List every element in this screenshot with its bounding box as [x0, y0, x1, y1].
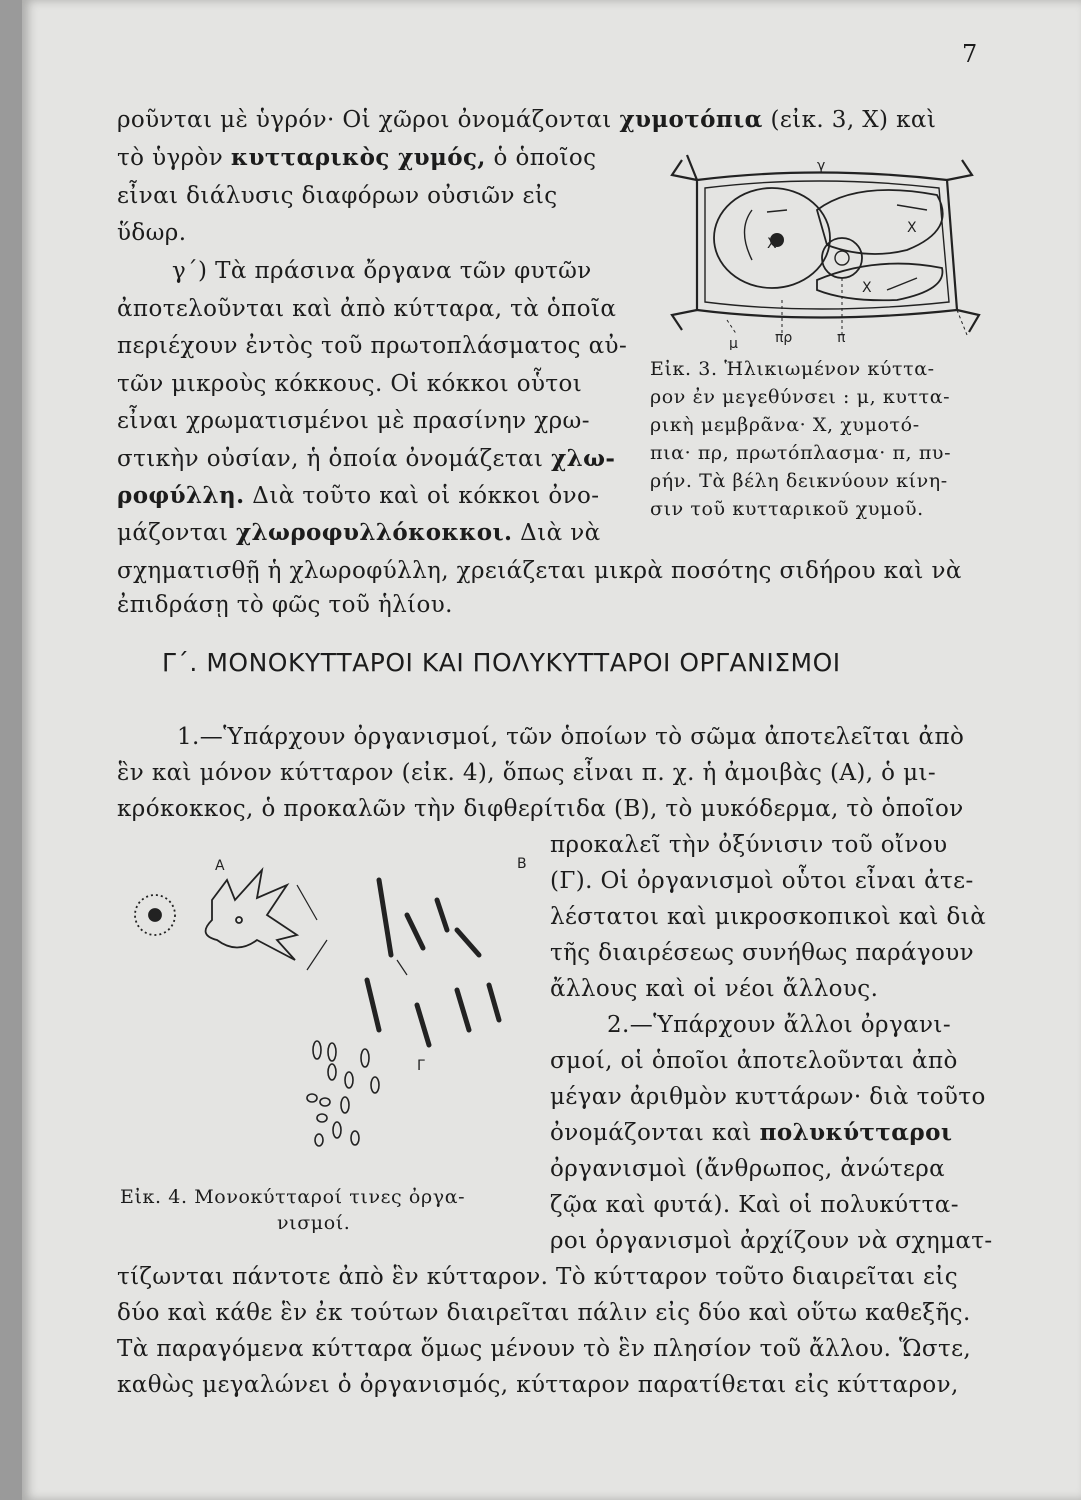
text-span: Διὰ τοῦτο καὶ οἱ κόκκοι ὀνο- [244, 483, 600, 509]
fig3-caption-6: σιν τοῦ κυτταρικοῦ χυμοῦ. [650, 498, 924, 520]
para2-line-3: μέγαν ἀριθμὸν κυττάρων· διὰ τοῦτο [550, 1084, 986, 1110]
text-span: στικὴν οὐσίαν, ἡ ὁποία ὀνομάζεται [117, 446, 552, 472]
text-line-2 [117, 143, 596, 173]
text-line-3: εἶναι διάλυσις διαφόρων οὐσιῶν εἰς [117, 183, 558, 209]
fig4-caption-1: Εἰκ. 4. Μονοκύτταροί τινες ὀργα- [120, 1186, 466, 1208]
para2-line-6: ζῷα καὶ φυτά). Καὶ οἱ πολυκύττα- [550, 1192, 959, 1218]
term-cell-sap: κυτταρικὸς χυμός, [230, 144, 486, 171]
fig3-caption-3: ρικὴ μεμβρᾶνα· Χ, χυμοτό- [650, 414, 920, 436]
fig3-caption-1: Εἰκ. 3. Ἡλικιωμένον κύττα- [650, 358, 935, 380]
term-multicellular: πολυκύτταροι [759, 1119, 953, 1146]
para1-line-5: (Γ). Οἱ ὀργανισμοὶ οὗτοι εἶναι ἀτε- [550, 868, 974, 894]
para1-line-2: ἓν καὶ μόνον κύτταρον (εἰκ. 4), ὅπως εἶναι π. χ. ἡ ἀμοιβὰς (Α), ὁ μι- [117, 760, 937, 786]
text-line-10 [117, 444, 615, 474]
text-line-5: γ΄) Τὰ πράσινα ὄργανα τῶν φυτῶν [172, 258, 592, 284]
fig3-caption-5: ρήν. Τὰ βέλη δεικνύουν κίνη- [650, 470, 948, 492]
text-span: τὸ ὑγρὸν [117, 145, 231, 171]
text-line-6: ἀποτελοῦνται καὶ ἀπὸ κύτταρα, τὰ ὁποῖα [117, 296, 617, 322]
para1-line-3: κρόκοκκος, ὁ προκαλῶν τὴν διφθερίτιδα (Β), τὸ μυκόδερμα, τὸ ὁποῖον [117, 796, 964, 822]
para2-line-10: Τὰ παραγόμενα κύτταρα ὅμως μένουν τὸ ἓν πλησίον τοῦ ἄλλου. Ὥστε, [117, 1336, 972, 1362]
fig3-caption-4: πια· πρ, πρωτόπλασμα· π, πυ- [650, 442, 952, 464]
text-span: Διὰ νὰ [512, 520, 601, 546]
text-line-11 [117, 481, 599, 511]
para2-line-2: σμοί, οἱ ὁποῖοι ἀποτελοῦνται ἀπὸ [550, 1048, 958, 1074]
term-chlorophyll-end: ροφύλλη. [117, 482, 245, 509]
book-page [22, 0, 1081, 1500]
label-pi: π [837, 330, 846, 346]
fig4-caption-2: νισμοί. [277, 1212, 351, 1234]
label-alpha: Α [215, 858, 225, 874]
para2-line-8: τίζωνται πάντοτε ἀπὸ ἓν κύτταρον. Τὸ κύτταρον τοῦτο διαιρεῖται εἰς [117, 1264, 959, 1290]
text-span: ὁ ὁποῖος [485, 145, 597, 171]
term-chloroplasts: χλωροφυλλόκοκκοι. [235, 519, 513, 546]
section-heading: Γ΄. ΜΟΝΟΚΥΤΤΑΡΟΙ ΚΑΙ ΠΟΛΥΚΥΤΤΑΡΟΙ ΟΡΓΑΝΙΣΜΟΙ [162, 648, 841, 677]
term-chymotopia: χυμοτόπια [619, 106, 763, 133]
para2-line-4 [550, 1118, 952, 1148]
label-x3: Χ [862, 280, 872, 296]
para1-line-8: ἄλλους καὶ οἱ νέοι ἄλλους. [550, 976, 879, 1002]
text-span: (εἰκ. 3, Χ) καὶ [762, 107, 937, 133]
text-line-9: εἶναι χρωματισμένοι μὲ πρασίνην χρω- [117, 408, 590, 434]
label-beta: Β [517, 856, 527, 872]
text-span: μάζονται [117, 520, 236, 546]
text-span: ροῦνται μὲ ὑγρόν· Οἱ χῶροι ὀνομάζονται [117, 107, 620, 133]
para1-line-4: προκαλεῖ τὴν ὀξύνισιν τοῦ οἴνου [550, 832, 948, 858]
text-line-13: σχηματισθῇ ἡ χλωροφύλλη, χρειάζεται μικρὰ ποσότης σιδήρου καὶ νὰ [117, 558, 962, 584]
term-chlorophyll: χλω- [551, 445, 616, 472]
para1-line-1: 1.—Ὑπάρχουν ὀργανισμοί, τῶν ὁποίων τὸ σῶμα ἀποτελεῖται ἀπὸ [177, 724, 965, 750]
fig3-caption-2: ρον ἐν μεγεθύνσει : μ, κυττα- [650, 386, 951, 408]
figure-4-organisms [117, 840, 537, 1180]
text-line-4: ὕδωρ. [117, 220, 187, 246]
para1-line-7: τῆς διαιρέσεως συνήθως παράγουν [550, 940, 975, 966]
text-line-1 [117, 105, 936, 135]
text-span: ὀνομάζονται καὶ [550, 1120, 760, 1146]
text-line-12 [117, 518, 601, 548]
para1-line-6: λέστατοι καὶ μικροσκοπικοὶ καὶ διὰ [550, 904, 987, 930]
para2-line-9: δύο καὶ κάθε ἓν ἐκ τούτων διαιρεῖται πάλιν εἰς δύο καὶ οὕτω καθεξῆς. [117, 1300, 971, 1326]
text-line-14: ἐπιδράσῃ τὸ φῶς τοῦ ἡλίου. [117, 592, 453, 618]
para2-line-5: ὀργανισμοὶ (ἄνθρωπος, ἀνώτερα [550, 1156, 946, 1182]
figure-3-cell-diagram [657, 150, 987, 350]
label-gamma-yeast: Γ [417, 1058, 425, 1074]
text-line-7: περιέχουν ἐντὸς τοῦ πρωτοπλάσματος αὐ- [117, 333, 628, 359]
label-mu: μ [729, 336, 738, 350]
label-x1: Χ [767, 236, 777, 252]
text-line-8: τῶν μικροὺς κόκκους. Οἱ κόκκοι οὗτοι [117, 371, 583, 397]
para2-line-7: ροι ὀργανισμοὶ ἀρχίζουν νὰ σχηματ- [550, 1228, 993, 1254]
label-x2: Χ [907, 220, 917, 236]
para2-line-11: καθὼς μεγαλώνει ὁ ὀργανισμός, κύτταρον παρατίθεται εἰς κύτταρον, [117, 1372, 959, 1398]
para2-line-1: 2.—Ὑπάρχουν ἄλλοι ὀργανι- [607, 1012, 952, 1038]
label-pr: πρ [775, 330, 793, 346]
label-gamma: γ [817, 158, 826, 174]
page-number: 7 [962, 40, 978, 68]
